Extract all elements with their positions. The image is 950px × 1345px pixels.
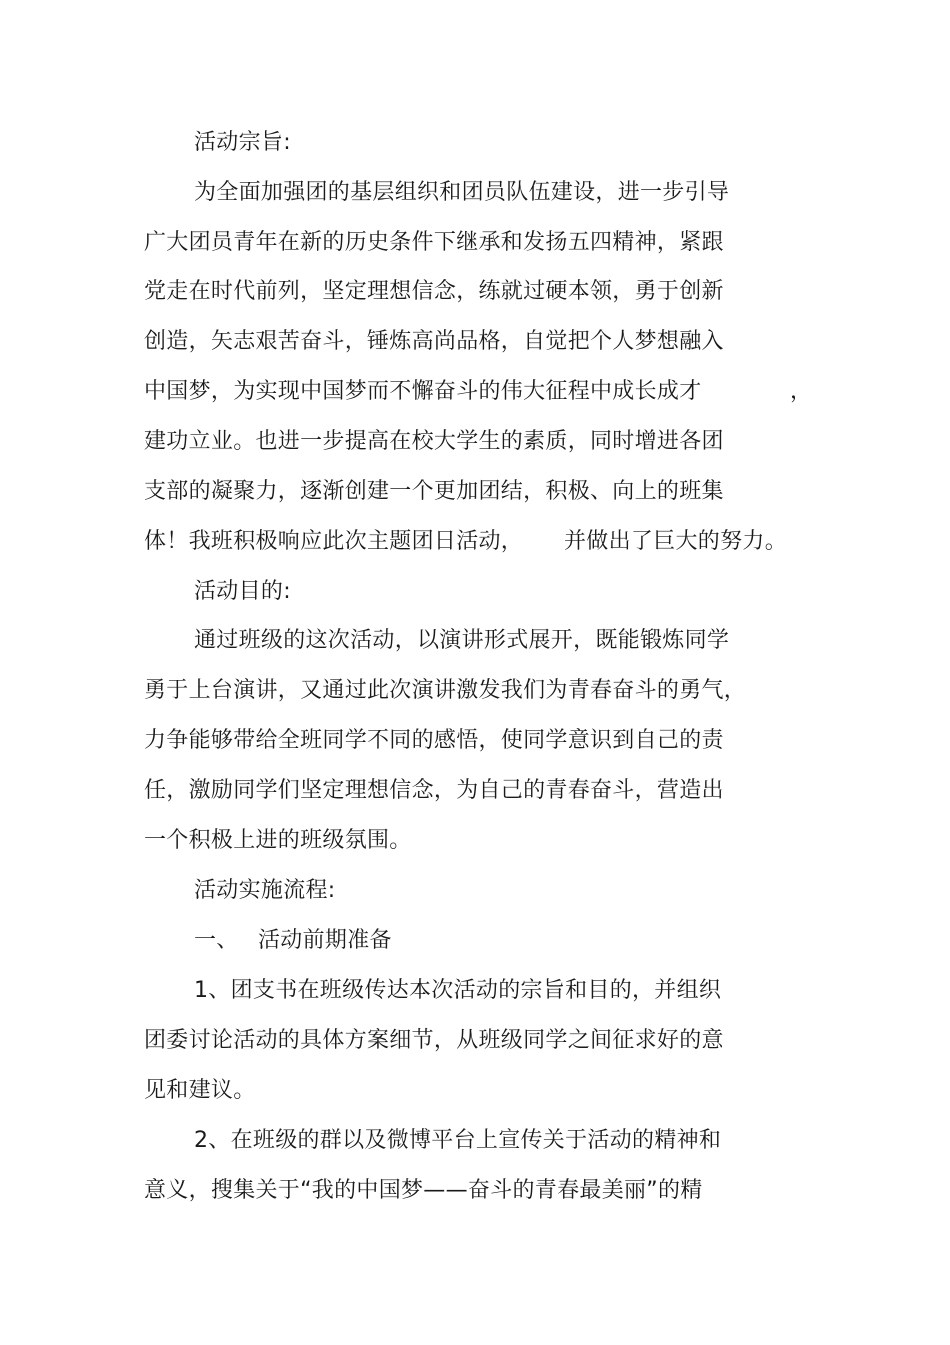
section-number: 一、 bbox=[194, 928, 239, 953]
paragraph-line: 体！我班积极响应此次主题团日活动， bbox=[144, 529, 524, 554]
section-title: 活动前期准备 bbox=[258, 928, 392, 953]
paragraph-line: 勇于上台演讲，又通过此次演讲激发我们为青春奋斗的勇气， bbox=[144, 678, 747, 703]
paragraph-line: 支部的凝聚力，逐渐创建一个更加团结，积极、向上的班集 bbox=[144, 479, 724, 504]
paragraph-line: 任，激励同学们坚定理想信念，为自己的青春奋斗，营造出 bbox=[144, 778, 724, 803]
list-item-1: 1、团支书在班级传达本次活动的宗旨和目的，并组织 bbox=[194, 978, 722, 1003]
paragraph-line: 创造，矢志艰苦奋斗，锤炼高尚品格，自觉把个人梦想融入 bbox=[144, 329, 724, 354]
trailing-comma: ， bbox=[790, 379, 813, 404]
heading-process: 活动实施流程: bbox=[194, 878, 336, 903]
heading-purpose: 活动宗旨: bbox=[194, 130, 291, 155]
list-item-2: 2、在班级的群以及微博平台上宣传关于活动的精神和 bbox=[194, 1128, 722, 1153]
paragraph-line: 为全面加强团的基层组织和团员队伍建设，进一步引导 bbox=[194, 180, 730, 205]
heading-goal: 活动目的: bbox=[194, 579, 291, 604]
paragraph-line: 中国梦，为实现中国梦而不懈奋斗的伟大征程中成长成才 bbox=[144, 379, 702, 404]
paragraph-line: 党走在时代前列，坚定理想信念，练就过硬本领，勇于创新 bbox=[144, 279, 724, 304]
paragraph-line: 广大团员青年在新的历史条件下继承和发扬五四精神，紧跟 bbox=[144, 230, 724, 255]
paragraph-line: 力争能够带给全班同学不同的感悟，使同学意识到自己的责 bbox=[144, 728, 724, 753]
paragraph-line-tail: 并做出了巨大的努力。 bbox=[564, 529, 788, 554]
paragraph-line: 见和建议。 bbox=[144, 1078, 256, 1103]
paragraph-line: 团委讨论活动的具体方案细节，从班级同学之间征求好的意 bbox=[144, 1028, 724, 1053]
paragraph-line: 通过班级的这次活动，以演讲形式展开，既能锻炼同学 bbox=[194, 628, 730, 653]
paragraph-line: 意义，搜集关于“我的中国梦——奋斗的青春最美丽”的精 bbox=[144, 1178, 703, 1203]
paragraph-line: 建功立业。也进一步提高在校大学生的素质，同时增进各团 bbox=[144, 429, 724, 454]
paragraph-line: 一个积极上进的班级氛围。 bbox=[144, 828, 412, 853]
